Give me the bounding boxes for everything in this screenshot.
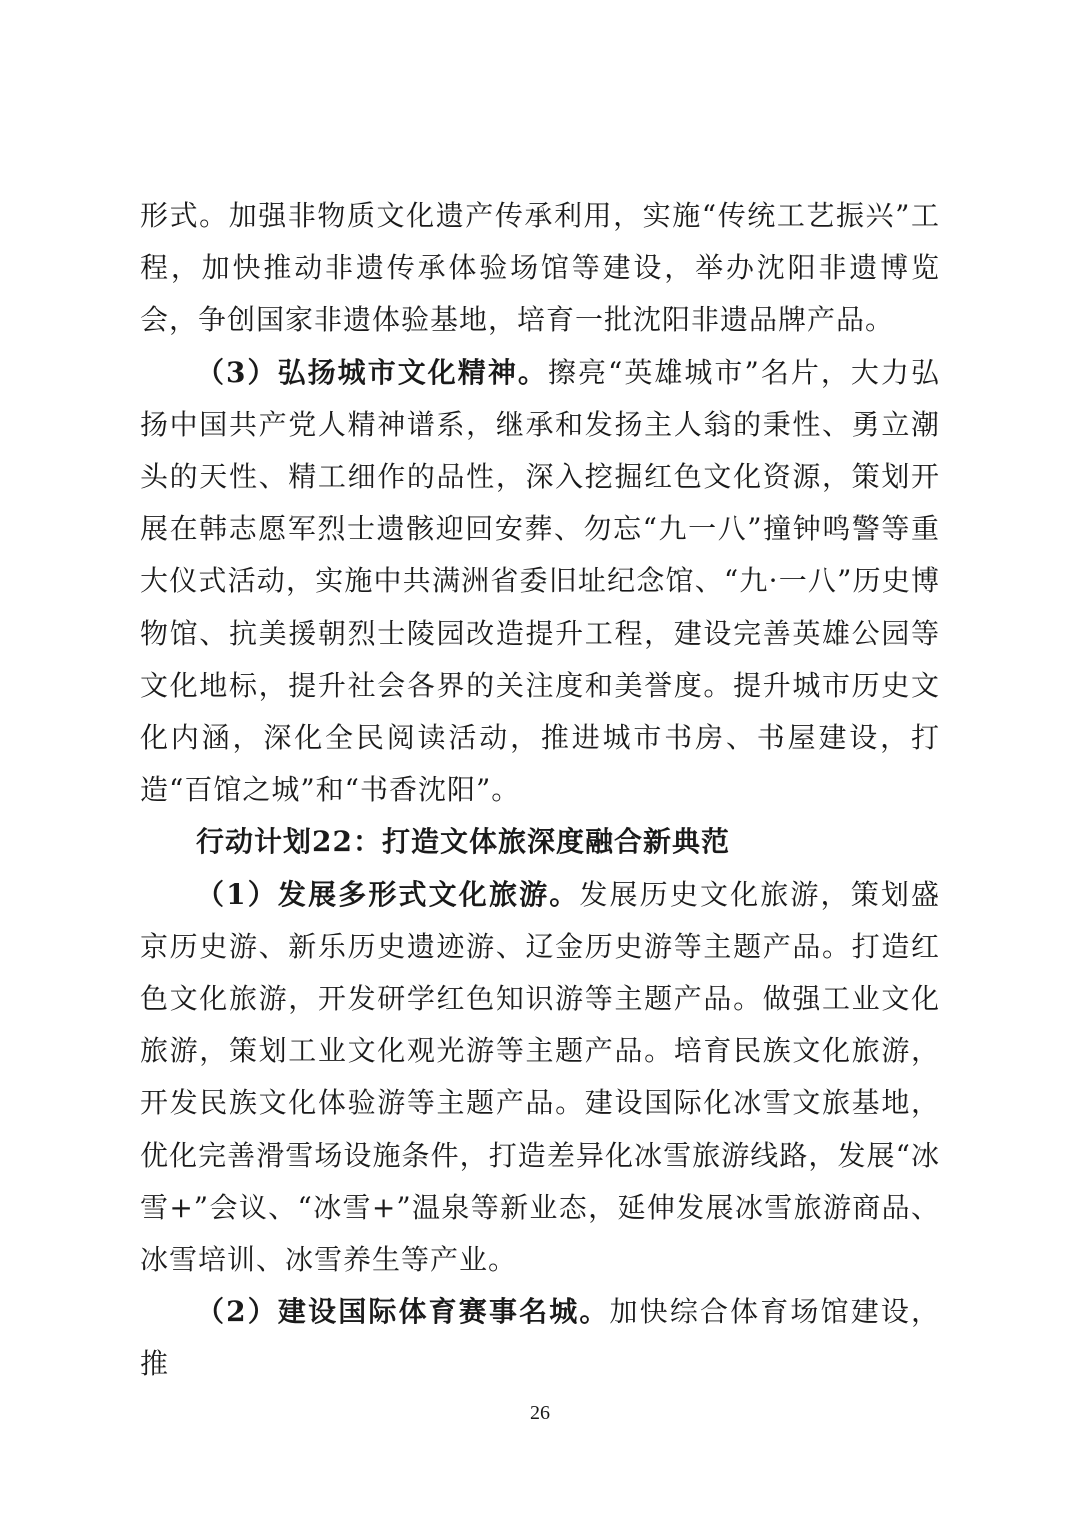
paragraph-sports-events (140, 1286, 940, 1390)
action-plan-heading (140, 816, 940, 868)
body-text (140, 190, 940, 1391)
paragraph-intangible-heritage (140, 190, 940, 347)
paragraph-text: 形式。加强非物质文化遗产传承利用，实施“传统工艺振兴”工程，加快推动非遗传承体验场馆等建设，举办沈阳非遗博览会，争创国家非遗体验基地，培育一批沈阳非遗品牌产品。 (140, 199, 940, 337)
section-heading: （3）弘扬城市文化精神。 (196, 355, 548, 389)
section-heading: （2）建设国际体育赛事名城。 (196, 1295, 610, 1329)
paragraph-cultural-tourism (140, 869, 940, 1287)
paragraph-city-culture-spirit (140, 347, 940, 817)
paragraph-text: 加快综合体育场馆建设，推 (140, 1295, 940, 1381)
paragraph-text: 擦亮“英雄城市”名片，大力弘扬中国共产党人精神谱系，继承和发扬主人翁的秉性、勇立潮头的天性、精工细作的品性，深入挖掘红色文化资源，策划开展在韩志愿军烈士遗骸迎回安葬、勿忘“九一八”撞钟鸣警等重大仪式活动，实施中共满洲省委旧址纪念馆、“九·一八”历史博物馆、抗美援朝烈士陵园改造提升工程，建设完善英雄公园等文化地标，提升社会各界的关注度和美誉度。提升城市历史文化内涵，深化全民阅读活动，推进城市书房、书屋建设，打造“百馆之城”和“书香沈阳”。 (140, 355, 940, 807)
paragraph-text: 发展历史文化旅游，策划盛京历史游、新乐历史遗迹游、辽金历史游等主题产品。打造红色文化旅游，开发研学红色知识游等主题产品。做强工业文化旅游，策划工业文化观光游等主题产品。培育民族文化旅游，开发民族文化体验游等主题产品。建设国际化冰雪文旅基地，优化完善滑雪场设施条件，打造差异化冰雪旅游线路，发展“冰雪+”会议、“冰雪+”温泉等新业态，延伸发展冰雪旅游商品、冰雪培训、冰雪养生等产业。 (140, 877, 940, 1277)
action-plan-title: 行动计划22：打造文体旅深度融合新典范 (196, 825, 730, 859)
page-number: 26 (530, 1402, 550, 1424)
section-heading: （1）发展多形式文化旅游。 (196, 877, 580, 911)
